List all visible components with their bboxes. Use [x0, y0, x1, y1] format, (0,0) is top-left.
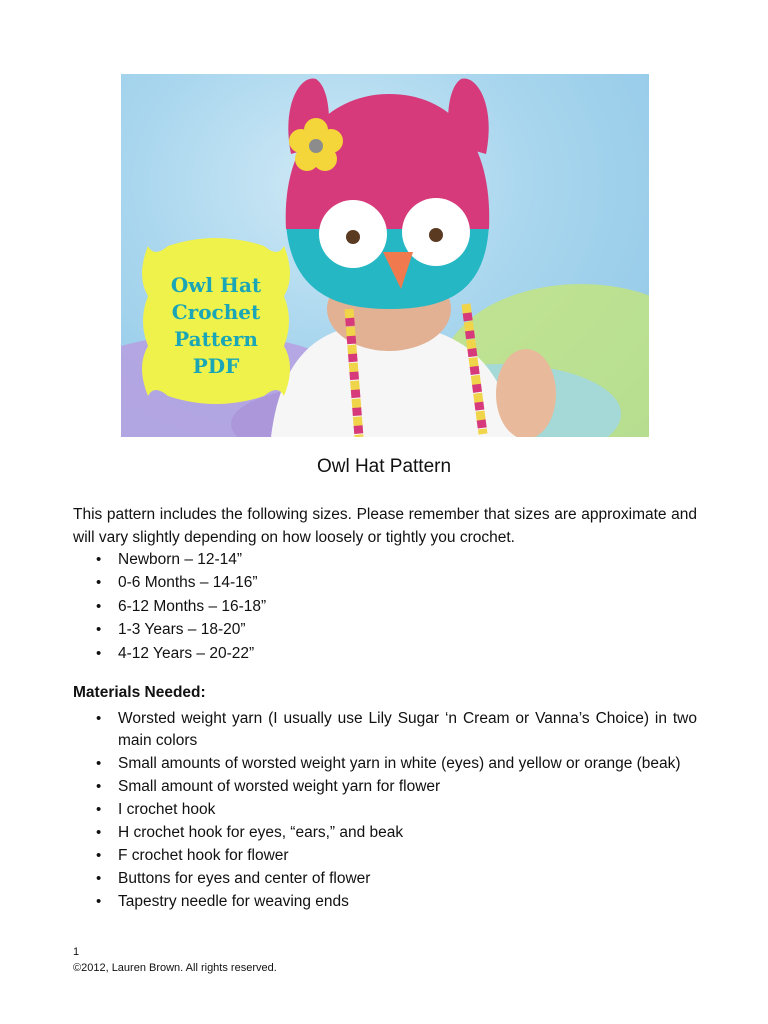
page-number: 1 [73, 946, 80, 958]
list-item [73, 799, 697, 821]
bullet-icon: • [96, 870, 102, 887]
size-text: 0-6 Months – 14-16” [118, 574, 258, 592]
bullet-icon: • [96, 778, 102, 795]
list-item [73, 822, 697, 844]
size-text: 1-3 Years – 18-20” [118, 621, 246, 639]
copyright-notice: ©2012, Lauren Brown. All rights reserved. [73, 962, 277, 974]
bullet-icon: • [96, 574, 102, 592]
material-text: Buttons for eyes and center of flower [118, 870, 371, 887]
size-text: 6-12 Months – 16-18” [118, 597, 267, 615]
materials-heading: Materials Needed: [73, 684, 206, 701]
page-title: Owl Hat Pattern [316, 456, 452, 477]
list-item [73, 595, 697, 618]
bullet-icon: • [96, 644, 102, 662]
bullet-icon: • [96, 755, 102, 772]
material-text: Tapestry needle for weaving ends [118, 893, 349, 910]
list-item [73, 571, 697, 594]
size-text: Newborn – 12-14” [118, 551, 243, 568]
badge-line: Crochet [171, 300, 261, 324]
bullet-icon: • [96, 824, 102, 841]
list-item [73, 845, 697, 867]
bullet-icon: • [96, 893, 102, 910]
list-item [73, 753, 697, 775]
badge-text [138, 272, 294, 380]
badge-line: PDF [192, 354, 240, 378]
bullet-icon: • [96, 710, 102, 727]
sizes-list [73, 548, 697, 665]
bullet-icon: • [96, 801, 102, 818]
bullet-icon: • [96, 621, 102, 639]
badge-line: Pattern [174, 327, 258, 351]
list-item [73, 708, 697, 752]
bullet-icon: • [96, 597, 102, 615]
list-item [73, 642, 697, 665]
badge-line: Owl Hat [170, 273, 262, 297]
bullet-icon: • [96, 551, 102, 568]
intro-paragraph: This pattern includes the following sizes. Please remember that sizes are approximate and will vary slightly depending on how loosely or tightly you crochet. [73, 506, 697, 546]
list-item [73, 776, 697, 798]
material-text: Small amounts of worsted weight yarn in white (eyes) and yellow or orange (beak) [118, 755, 681, 772]
list-item [73, 868, 697, 890]
size-text: 4-12 Years – 20-22” [118, 644, 255, 662]
bullet-icon: • [96, 847, 102, 864]
material-text: I crochet hook [118, 801, 216, 818]
material-text: Worsted weight yarn (I usually use Lily Sugar ‘n Cream or Vanna’s Choice) in two main colors [118, 710, 697, 749]
list-item [73, 548, 697, 571]
material-text: Small amount of worsted weight yarn for flower [118, 778, 441, 795]
materials-list [73, 708, 697, 914]
list-item [73, 891, 697, 913]
pattern-badge [138, 236, 294, 406]
material-text: H crochet hook for eyes, “ears,” and beak [118, 824, 404, 841]
list-item [73, 618, 697, 641]
material-text: F crochet hook for flower [118, 847, 289, 864]
